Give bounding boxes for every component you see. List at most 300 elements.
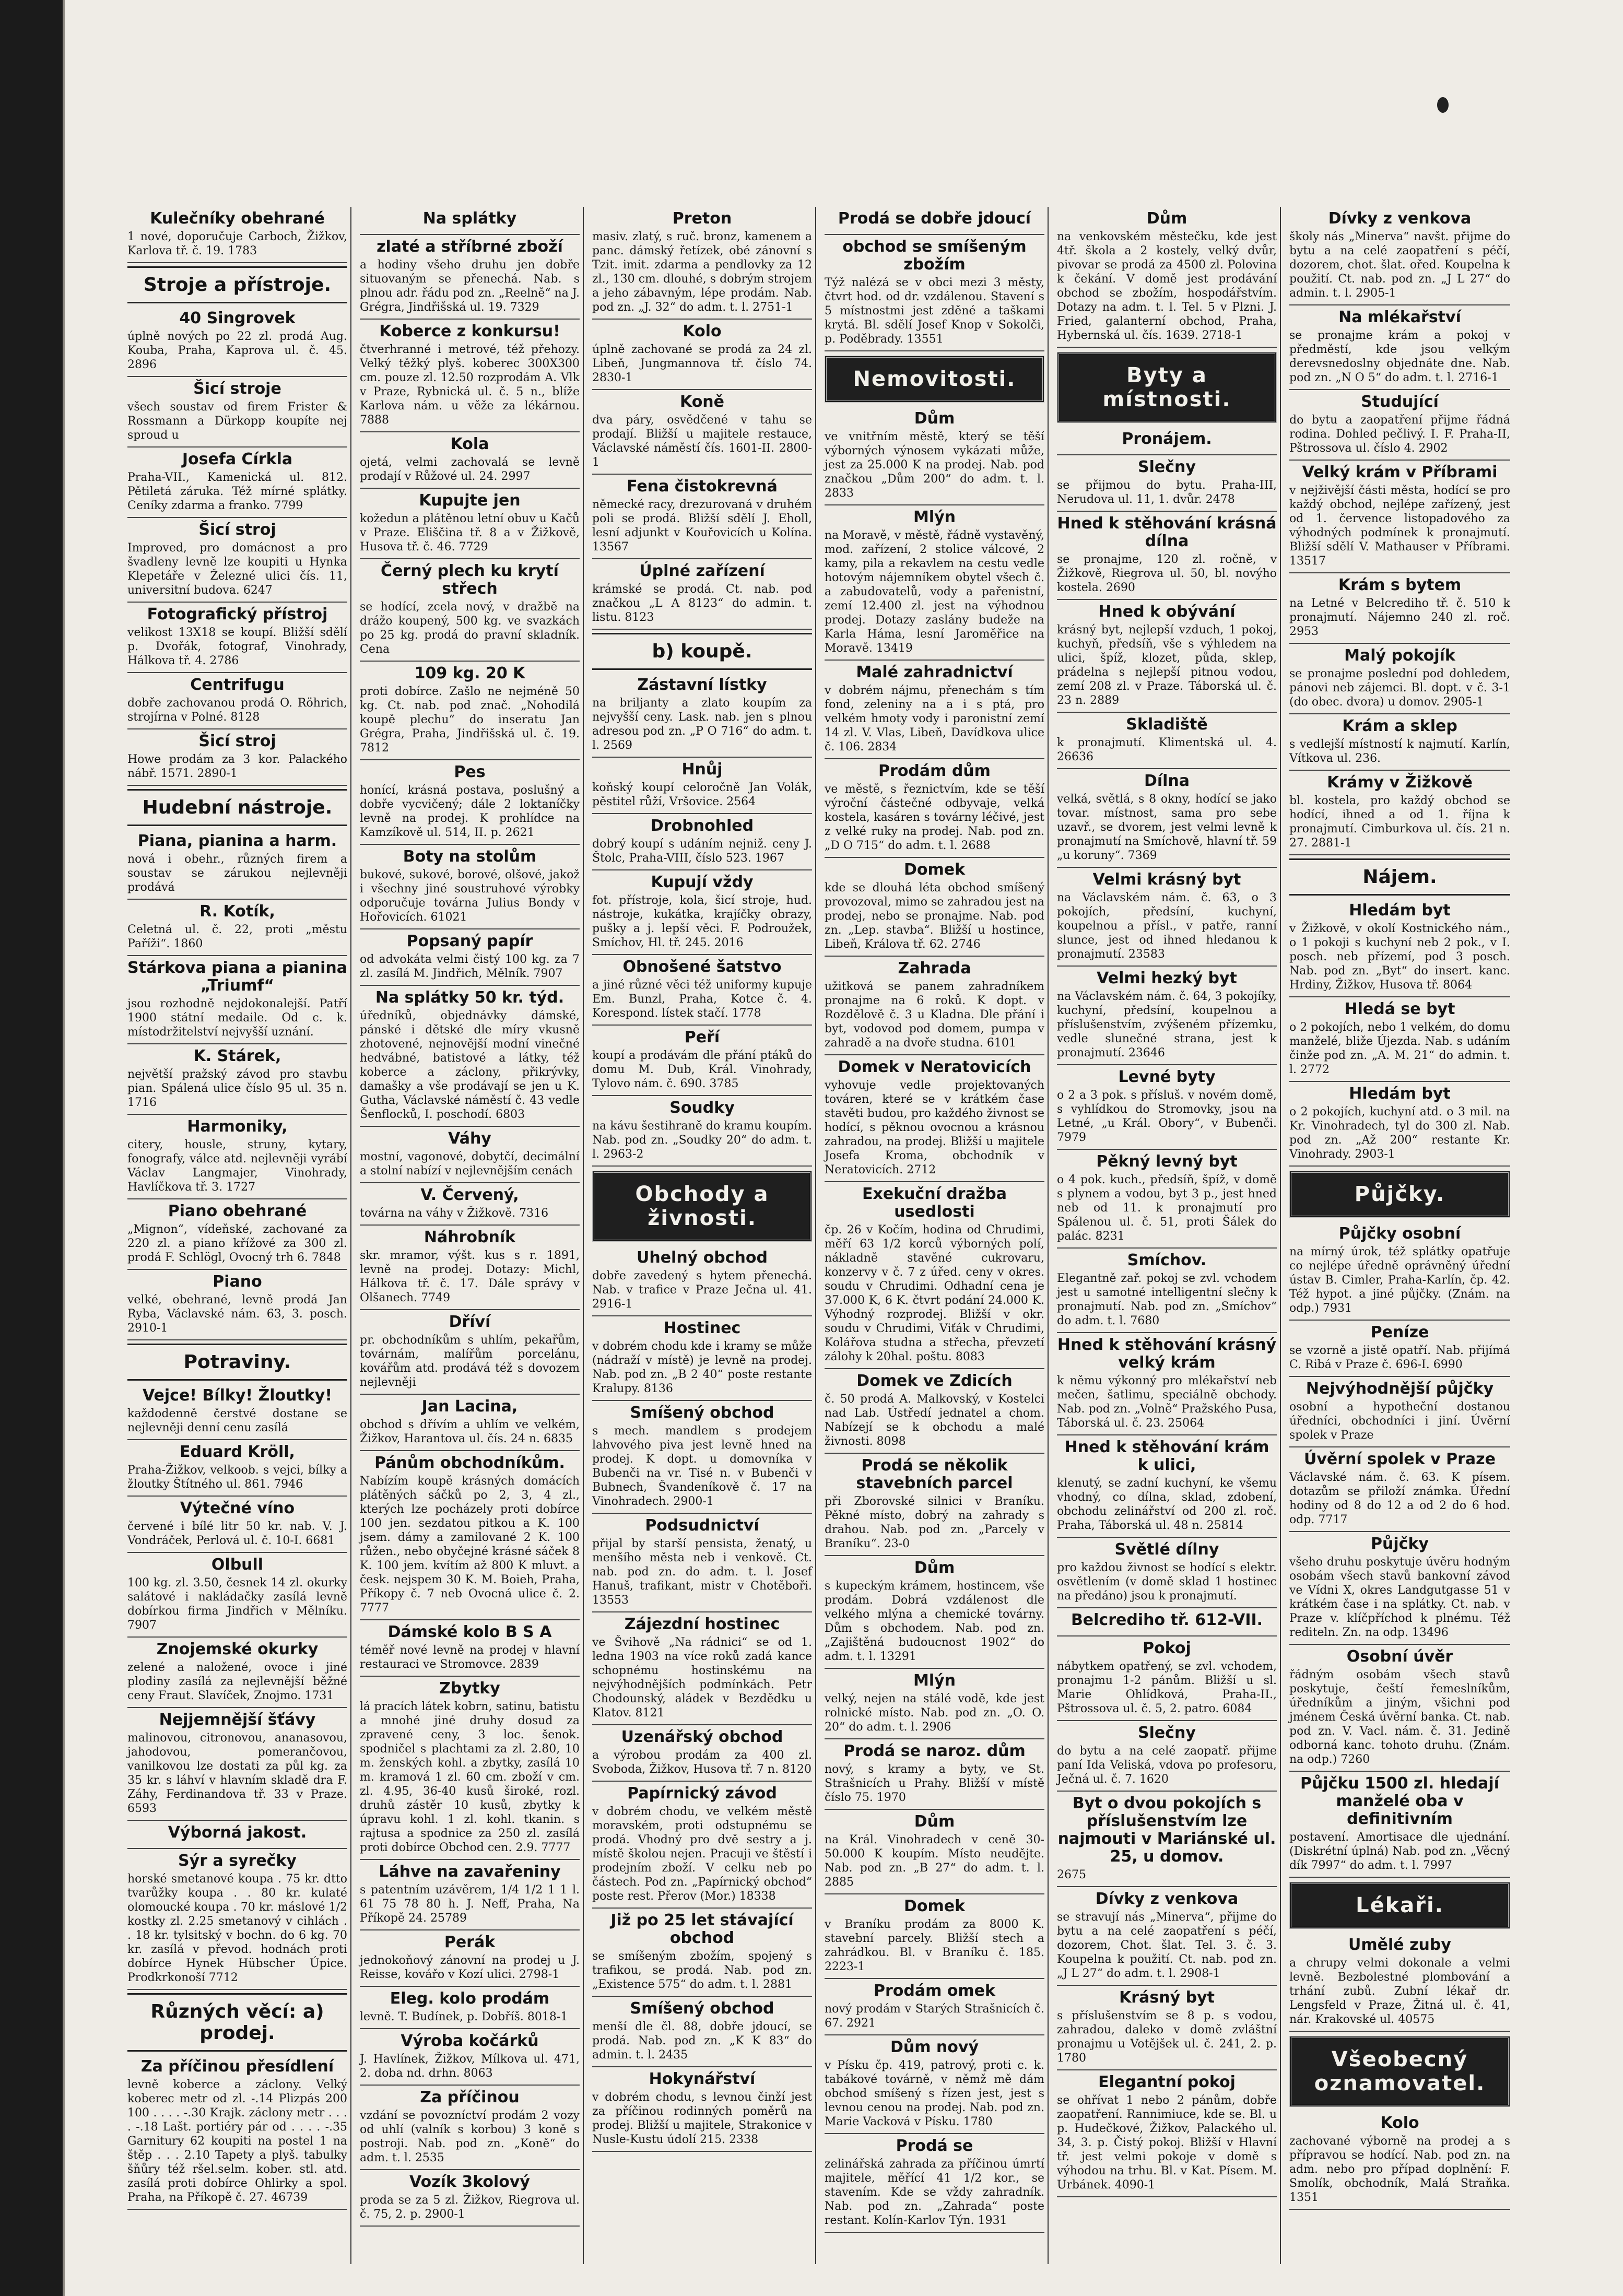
section-heading: Nájem. <box>1289 858 1510 896</box>
ad-headline: Popsaný papír <box>406 932 533 950</box>
classified-ad <box>1057 1636 1277 1721</box>
classified-ad <box>1289 1772 1510 1878</box>
ad-headline: Úvěrní spolek v Praze <box>1304 1450 1496 1468</box>
classified-ad <box>360 1987 580 2029</box>
ad-headline: Skladiště <box>1126 715 1208 734</box>
section-heading: Různých věcí: a) prodej. <box>127 1993 347 2052</box>
ad-body: s kupeckým krámem, hostincem, vše prodám. Dobrá vzdálenost dle velkého mlýna a chemické továrny. Dům s obchodem. Nab. pod zn. „Zajištěná budoucnost 1902“ do adm. t. l. 13291 <box>825 1580 1044 1663</box>
classified-ad <box>592 1514 812 1612</box>
ad-headline: Hned k stěhování krám k ulici, <box>1064 1438 1269 1474</box>
ad-headline: Slečny <box>1138 1724 1196 1742</box>
ad-headline: Světlé dílny <box>1114 1540 1219 1559</box>
ad-body: obchod s dřívím a uhlím ve velkém, Žižkov, Harantova ul. čís. 24 n. 6835 <box>360 1418 580 1445</box>
classified-ad <box>1289 997 1510 1082</box>
ad-headline: Studující <box>1361 393 1439 411</box>
classified-ad <box>360 235 580 320</box>
ad-headline: Hostinec <box>663 1319 741 1337</box>
classified-ad <box>825 1669 1044 1739</box>
ad-body: bl. kostela, pro každý obchod se hodící, ihned a od 1. října k pronajmutí. Cimburkova ul. čís. 21 n. 27. 2881-1 <box>1289 794 1510 850</box>
ad-body: v dobrém nájmu, přenechám s tím fond, zeleniny na a i s ptá, pro velkém hmoty vody i paronistní zemí 14 zl. V. Vlas, Libeň, Davídkova ulice č. 106. 2834 <box>825 684 1044 753</box>
category-banner: Lékaři. <box>1289 1882 1510 1929</box>
classified-ad <box>825 1979 1044 2035</box>
ad-body: na Václavském nám. č. 64, 3 pokojíky, kuchyní, předsíní, koupelnou a příslušenstvím, zvýšeném přízemku, vedle slunečné strana, jest k pronajmutí. 23646 <box>1057 990 1277 1059</box>
ad-body: do bytu a na celé zaopatř. přijme paní Ida Veliská, vdova po profesoru, Ječná ul. č. 7. 1620 <box>1057 1745 1277 1786</box>
column-3 <box>589 207 816 2264</box>
classified-ad <box>127 956 347 1044</box>
ad-headline: Dívky z venkova <box>1328 209 1472 228</box>
ad-headline: Šicí stroj <box>198 732 276 750</box>
classified-ad <box>1289 2111 1510 2210</box>
ad-body: krásný byt, nejlepší vzduch, 1 pokoj, kuchyň, předsíň, vše s výhledem na ulici, špíž, klozet, půda, sklep, prádelna s nejlepší pitnou vodou, zemí 208 zl. v Praze. Táborská ul. č. 23 n. 2889 <box>1057 623 1277 707</box>
ad-headline: Pokoj <box>1143 1639 1191 1657</box>
classified-ad <box>127 1199 347 1270</box>
classified-ad <box>127 729 347 786</box>
ad-headline: Elegantní pokoj <box>1098 2073 1236 2091</box>
ad-headline: 109 kg. 20 K <box>414 664 525 682</box>
ad-body: úplně zachované se prodá za 24 zl. Libeň, Jungmannova tř. číslo 74. 2830-1 <box>592 343 812 384</box>
classified-ad <box>360 1183 580 1226</box>
classified-ad <box>360 559 580 662</box>
classified-ad <box>1289 1933 1510 2032</box>
classified-ad <box>1057 1986 1277 2070</box>
ad-body: úplně nových po 22 zl. prodá Aug. Kouba, Praha, Kaprova ul. č. 45. 2896 <box>127 330 347 371</box>
ad-headline: Nejvýhodnější půjčky <box>1306 1380 1494 1398</box>
ad-body: řádným osobám všech stavů poskytuje, čeští řemeslníkům, úředníkům a jiným, všichni pod jménem Česká úvěrní banka. Ct. nab. pod zn. V. Vacl. nám. č. 31. Jedině odborná kanc. tohoto druhu. (Znám. na odp.) 7260 <box>1289 1668 1510 1766</box>
classified-ad <box>592 1997 812 2067</box>
classified-ad <box>1057 868 1277 967</box>
ad-body: Praha-Žižkov, velkoob. s vejci, bílky a žloutky Štítného ul. 861. 7946 <box>127 1464 347 1491</box>
category-banner: Všeobecný oznamovatel. <box>1289 2036 1510 2107</box>
ad-body: menší dle čl. 88, dobře jdoucí, se prodá. Nab. pod zn. „K K 83“ do admin. t. l. 2435 <box>592 2020 812 2062</box>
ad-body: na venkovském městečku, kde jest 4tř. škola a 2 kostely, velký dvůr, pivovar se prodá za 4500 zl. Polovina k čekání. V domě jest prodávání obchod se zbožím, hospodářstvím. Dotazy na adm. t. l. Tel. 5 v Plzni. J. Fried, galanterní obchod, Praha, Hybernská ul. čís. 1639. 2718-1 <box>1057 230 1277 342</box>
ad-headline: Drobnohled <box>650 817 754 835</box>
ad-body: v dobrém chodu, ve velkém městě moravském, proti odstupnému se prodá. Vhodný pro dvě sestry a j. místě školou nejen. Pracuji ve štěstí i prodejním zboží. V celku neb po částech. Pod zn. „Papírnický obchod“ poste rest. Přerov (Mor.) 18338 <box>592 1805 812 1903</box>
ad-body: Elegantně zař. pokoj se zvl. vchodem jest u samotné intelligentní slečny k pronajmutí. Nab. pod zn. „Smíchov“ do adm. t. l. 7680 <box>1057 1272 1277 1327</box>
classified-ad <box>825 1454 1044 1556</box>
classified-ad <box>360 432 580 489</box>
ad-body: s vedlejší místností k najmutí. Karlín, Vítkova ul. 236. <box>1289 738 1510 765</box>
classified-ad <box>360 845 580 929</box>
ad-body: jednokoňový zánovní na prodej u J. Reisse, kovářo v Kozí ulici. 2798-1 <box>360 1954 580 1981</box>
classified-ad <box>1289 1447 1510 1532</box>
ad-body: J. Havlínek, Žižkov, Mílkova ul. 471, 2. doba nd. drhn. 8063 <box>360 2053 580 2080</box>
classified-ad <box>1289 305 1510 390</box>
ad-body: s mech. mandlem s prodejem lahvového piva jest levně hned na prodej. K dopt. u domovníka v Bubenči na vr. Tisé n. v Bubenči v Bubnech, Švandeníkově č. 17 na Vinohradech. 2900-1 <box>592 1424 812 1508</box>
classified-ad <box>592 870 812 955</box>
classified-ad <box>1057 455 1277 512</box>
classified-ad <box>1057 769 1277 868</box>
ad-headline: Fena čistokrevná <box>627 477 778 496</box>
ad-headline: Na splátky 50 kr. týd. <box>375 988 564 1007</box>
ad-headline: Domek ve Zdicích <box>856 1372 1013 1390</box>
ad-body: nový prodám v Starých Strašnicích č. 67. 2921 <box>825 2003 1044 2030</box>
ad-headline: Kola <box>450 435 489 453</box>
ad-body: lá pracích látek kobrn, satinu, batistu a mnohé jiné druhy dosud za zpravené ceny, 3 loc. šenok. spodničel s plachtami za zl. 2.80, 10 m. ženských kohl. a zbytky, zasílá 10 m. kramová 1 zl. 60 cm. zboží v cm. zl. 4.95, 36-40 kusů široké, rozl. druhů zástěr 10 kusů, zbytky k úpravu kohl. 1 zl. kohl. tkanin. s rajtusa a spodnice za 250 zl. zasílá proti dobírce Obchod cen. 2.9. 7777 <box>360 1700 580 1854</box>
ad-body: velké, obehrané, levně prodá Jan Ryba, Václavské nám. 63, 3. posch. 2910-1 <box>127 1293 347 1335</box>
ad-headline: Zahrada <box>898 959 971 978</box>
classified-ad <box>127 829 347 900</box>
ad-body: na briljanty a zlato koupím za nejvyšší ceny. Lask. nab. jen s plnou adresou pod zn. „P O 716“ do adm. t. l. 2569 <box>592 697 812 752</box>
ad-body: 100 kg. zl. 3.50, česnek 14 zl. okurky salátové i nakládačky zasílá levně dobírkou firma Jindřich v Mělníku. 7907 <box>127 1576 347 1632</box>
ad-headline: Dům <box>914 1559 955 1577</box>
classified-ad <box>127 377 347 448</box>
classified-ad <box>592 673 812 758</box>
ad-headline: Prodá se naroz. dům <box>843 1742 1026 1760</box>
ad-body: levně. T. Budínek, p. Dobříš. 8018-1 <box>360 2010 568 2023</box>
ad-body: od advokáta velmi čistý 100 kg. za 7 zl. zasílá M. Jindřich, Mělník. 7907 <box>360 953 580 980</box>
ad-headline: Šicí stroj <box>198 521 276 539</box>
ad-headline: Úplné zařízení <box>639 562 765 580</box>
ad-headline: Josefa Církla <box>182 450 293 468</box>
ad-headline: Smíšený obchod <box>630 1999 774 2018</box>
ad-body: zachované výborně na prodej a s přípravou se hodící. Nab. pod zn. na adm. nebo pro případ doplnění: F. Smolík, obchodník, Malá Straňka. 1351 <box>1289 2135 1510 2204</box>
classified-ad <box>592 475 812 559</box>
ad-headline: Eduard Kröll, <box>180 1443 295 1461</box>
ad-headline: Náhrobník <box>424 1228 516 1246</box>
ad-headline: Výborná jakost. <box>168 1823 307 1842</box>
classified-ad <box>592 1401 812 1514</box>
classified-ad <box>592 1725 812 1782</box>
ad-body: dobře zavedený s hytem přenechá. Nab. v trafice v Praze Ječna ul. 41. 2916-1 <box>592 1269 812 1311</box>
ad-headline: obchod se smíšeným zbožím <box>842 238 1027 274</box>
ad-headline: Nejjemnější šťávy <box>159 1711 316 1729</box>
classified-ad <box>1057 713 1277 769</box>
ad-body: Celetná ul. č. 22, proti „městu Paříži“. 1860 <box>127 923 347 950</box>
ad-body: se vzorně a jistě opatří. Nab. přijímá C. Ribá v Praze č. 696-I. 6990 <box>1289 1344 1510 1371</box>
classified-ad <box>1057 600 1277 713</box>
classified-ad <box>360 1451 580 1620</box>
classified-ad <box>127 1497 347 1553</box>
classified-ad <box>127 1115 347 1199</box>
ad-body: ve Švihově „Na rádnici“ se od 1. ledna 1903 na více roků zadá kance schopnému hostinskému na nejvýhodnějších podmínkách. Petr Chodounský, aládek v Bezdědku u Klatov. 8121 <box>592 1636 812 1720</box>
classified-ad <box>1057 1065 1277 1150</box>
classified-ad <box>825 1894 1044 1979</box>
ad-body: užitková se panem zahradníkem pronajme na 6 roků. K dopt. v Rozdělově č. 3 u Kladna. Dle přání i byt, vodovod pod domem, pumpa v zahradě a na dvoře studna. 6101 <box>825 980 1044 1050</box>
classified-ad <box>360 1310 580 1395</box>
ad-body: dobrý koupí s udáním nejniž. ceny J. Štolc, Praha-VIII, číslo 523. 1967 <box>592 838 812 865</box>
ad-body: o 2 a 3 pok. s přísluš. v novém domě, s vyhlídkou do Stromovky, jsou na Letné, „u Král. Obory“, v Bubenči. 7979 <box>1057 1089 1277 1144</box>
ad-headline: Krásný byt <box>1119 1988 1215 2007</box>
ad-headline: Hledá se byt <box>1344 1000 1455 1018</box>
ad-body: skr. mramor, výšt. kus s r. 1891, levně na prodej. Dotazy: Michl, Hálkova tř. č. 17. Dále správy v Olšanech. 7749 <box>360 1249 580 1304</box>
ad-body: v dobrém chodu kde i kramy se může (nádraží v místě) je levně na prodej. Nab. pod zn. „B 2 40“ poste restante Kralupy. 8136 <box>592 1340 812 1395</box>
classified-ad <box>825 207 1044 235</box>
classified-ad <box>592 1026 812 1096</box>
ad-body: Václavské nám. č. 63. K písem. dotazům se přiloží známka. Úřední hodiny od 8 do 12 a od 2 do 6 hod. odp. 7717 <box>1289 1471 1510 1526</box>
ad-body: horské smetanové koupa . 75 kr. dtto tvarůžky koupa . . 80 kr. kulaté olomoucké koupa . 70 kr. máslové 1/2 kostky zl. 2.25 smetanový v cihlách . . 18 kr. tylsitský v bochn. do 6 kg. 70 kr. zasílá v převod. hodnách proti dobírce Hynek Hübscher Úpice. Prodkrkonoší 7712 <box>127 1873 347 1984</box>
ad-headline: Umělé zuby <box>1348 1936 1451 1954</box>
ad-body: zelené a naložené, ovoce i jiné plodiny zasílá za nejlevnější běžné ceny Fraut. Slavíček, Znojmo. 1731 <box>127 1661 347 1702</box>
ad-body: proti dobírce. Zašlo ne nejméně 50 kg. Ct. nab. pod znač. „Nohodilá koupě plechu“ do inseratu Jan Grégra, Praha, Jindřišská ul. č. 19. 7812 <box>360 685 580 755</box>
ad-headline: Prodám omek <box>874 1982 995 2000</box>
page-gutter-line <box>63 0 65 2296</box>
classified-ad <box>592 1909 812 1997</box>
ad-headline: Půjčky <box>1371 1535 1429 1553</box>
ad-headline: Malý pokojík <box>1344 646 1455 665</box>
ad-headline: Láhve na zavařeniny <box>379 1863 561 1881</box>
ad-headline: Za příčinou přesídlení <box>140 2057 334 2076</box>
ad-body: červené i bílé litr 50 kr. nab. V. J. Vondráček, Perlová ul. č. 10-I. 6681 <box>127 1520 347 1547</box>
ad-headline: Za příčinou <box>420 2088 520 2106</box>
ad-headline: Piano obehrané <box>168 1202 307 1220</box>
category-banner: Obchody a živnosti. <box>592 1171 812 1242</box>
ad-body: se smíšeným zbožím, spojený s trafikou, se prodá. Nab. pod zn. „Existence 575“ do adm. t. l. 2881 <box>592 1950 812 1991</box>
ad-headline: Sýr a syrečky <box>178 1852 297 1870</box>
ad-headline: Krám s bytem <box>1338 576 1462 594</box>
classified-ad <box>127 448 347 518</box>
ad-headline: K. Stárek, <box>193 1047 281 1065</box>
ad-headline: Smíchov. <box>1127 1251 1207 1269</box>
ad-headline: Pes <box>454 763 486 781</box>
ad-body: v Žižkově, v okolí Kostnického nám., o 1 pokoji s kuchyní neb 2 pok., v I. posch. neb přízemí, pod 3 posch. Nab. pod zn. „Byt“ do insert. kanc. Hrdiny, Žižkov, Husova tř. 8064 <box>1289 922 1510 992</box>
ad-body: do bytu a zaopatření přijme řádná rodina. Dohled pečlivý. I. F. Praha-II, Pštrossova ul. číslo 4. 2902 <box>1289 414 1510 455</box>
ad-headline: Kolo <box>1380 2114 1419 2132</box>
classified-ad <box>360 1620 580 1677</box>
ad-headline: Koberce z konkursu! <box>379 322 560 340</box>
classified-ad <box>127 1270 347 1340</box>
classified-ad <box>1289 1377 1510 1447</box>
classified-ad <box>1057 1887 1277 1986</box>
classified-ad <box>592 1612 812 1725</box>
ad-body: téměř nové levně na prodej v hlavní restauraci ve Stromovce. 2839 <box>360 1644 580 1671</box>
classified-ad <box>825 1810 1044 1894</box>
ad-body: dobře zachovanou prodá O. Röhrich, strojírna v Polné. 8128 <box>127 697 347 724</box>
ad-body: na kávu šestihraně do kramu koupím. Nab. pod zn. „Soudky 20“ do adm. t. l. 2963-2 <box>592 1120 812 1161</box>
category-banner: Půjčky. <box>1289 1171 1510 1218</box>
ad-headline: Papírnický závod <box>627 1784 777 1803</box>
ad-body: pr. obchodníkům s uhlím, pekařům, továrnám, malířům porcelánu, kovářům atd. prodává též s dovozem nejlevněji <box>360 1334 580 1389</box>
classified-ad <box>825 1182 1044 1369</box>
classified-ad <box>127 1440 347 1497</box>
ad-body: velikost 13X18 se koupí. Bližší sdělí p. Dvořák, fotograf, Vinohrady, Hálkova tř. 4. 2786 <box>127 626 347 667</box>
ad-body: nový, s kramy a byty, ve St. Strašnicích u Prahy. Bližší v místě číslo 75. 1970 <box>825 1763 1044 1804</box>
ad-body: levně koberce a záclony. Velký koberec metr od zl. -.14 Plizpás 200 100 . . . . -.30 Krajk. záclony metr . . . . -.18 Lašt. portiéry pár od . . . . -.35 Garnitury 62 koupiti na postel 1 na štěp . . . 2.10 Tapety a plyš. tabulky šňůry též ršel.selm. kober. stl. atd. zasílá proti dobírce Ohlirky a spol. Praha, na Příkopě č. 27. 46739 <box>127 2078 347 2204</box>
ad-headline: Zbytky <box>439 1679 500 1698</box>
classified-ad <box>1057 207 1277 348</box>
ad-headline: Domek <box>903 1897 966 1915</box>
ad-body: při Zborovské silnici v Braníku. Pěkné místo, dobrý na zahrady s drahou. Nab. pod zn. „Parcely v Braníku“. 23-0 <box>825 1495 1044 1550</box>
classified-ad <box>1057 512 1277 600</box>
ad-body: koupí a prodávám dle přání ptáků do domu M. Dub, Král. Vinohrady, Tylovo nám. č. 690. 3785 <box>592 1049 812 1090</box>
ad-headline: Mlýn <box>913 1671 956 1690</box>
ad-headline: Levné byty <box>1118 1068 1216 1086</box>
ad-body: ve městě, s řeznictvím, kde se těší výroční částečné odbyvaje, velká kostela, kasáren s továrny léčivé, jest z velké ruky na prodej. Nab. pod zn. „D O 715“ do adm. t. l. 2688 <box>825 783 1044 852</box>
ad-headline: Koně <box>679 393 725 411</box>
classified-ad <box>825 2035 1044 2134</box>
ad-headline: Velký krám v Příbrami <box>1302 463 1498 481</box>
ad-body: k němu výkonný pro mlékařství neb mečen, šatlimu, speciálně obchody. Nab. pod zn. „Volně“ Pražského Pusa, Táborská ul. č. 23. 25064 <box>1057 1374 1277 1430</box>
classified-ad <box>127 603 347 673</box>
classified-ad <box>1289 899 1510 997</box>
classified-ad <box>1289 1532 1510 1645</box>
ad-headline: R. Kotík, <box>199 902 275 921</box>
classified-ad <box>360 1127 580 1183</box>
ad-body: k pronajmutí. Klimentská ul. 4. 26636 <box>1057 736 1277 763</box>
ad-headline: Eleg. kolo prodám <box>390 1989 550 2008</box>
classified-ad <box>1289 771 1510 855</box>
classified-ad <box>1057 2070 1277 2197</box>
ad-body: krámské se prodá. Ct. nab. pod značkou „L A 8123“ do admin. t. listu. 8123 <box>592 583 812 624</box>
ad-body: na Král. Vinohradech v ceně 30-50.000 K koupím. Místo neudějte. Nab. pod zn. „B 27“ do adm. t. l. 2885 <box>825 1833 1044 1889</box>
ad-headline: Znojemské okurky <box>156 1640 319 1658</box>
classified-ad <box>1057 1249 1277 1333</box>
classified-ad <box>825 957 1044 1055</box>
ad-body: se stravují nás „Minerva“, přijme do bytu a na celé zaopatření s péčí, dozorem, Chot. šlat. Tel. 3. č. 3. Koupelna k použití. Ct. nab. pod zn. „J L 27“ do adm. t. l. 2908-1 <box>1057 1911 1277 1980</box>
classified-ad <box>825 1369 1044 1454</box>
classified-ad <box>1289 714 1510 771</box>
ad-headline: Pěkný levný byt <box>1096 1152 1238 1171</box>
ad-headline: Uhelný obchod <box>636 1249 768 1267</box>
classified-ad <box>127 1384 347 1440</box>
ad-headline: Dům <box>914 1812 955 1831</box>
classified-ad <box>360 1226 580 1310</box>
ad-headline: Dům <box>914 409 955 428</box>
ad-body: školy nás „Minerva“ navšt. přijme do bytu a na celé zaopatření s péčí, dozorem, chot. šlat. ořed. Koupelna k použití. Ct. nab. pod zn. „J L 27“ do admin. t. l. 2905-1 <box>1289 230 1510 300</box>
column-4 <box>821 207 1049 2264</box>
classified-ad <box>1057 1608 1277 1636</box>
ink-dot <box>1437 97 1449 113</box>
column-1 <box>124 207 351 2264</box>
ad-body: na Václavském nám. č. 63, o 3 pokojích, předsíní, kuchyní, koupelnou a přísl., v patře, ranní slunce, jest od ihned hledanou k pronajmutí. 23583 <box>1057 891 1277 961</box>
ad-body: nová i obehr., různých firem a soustav se zárukou nejlevněji prodává <box>127 853 347 894</box>
ad-body: proda se za 5 zl. Žižkov, Riegrova ul. č. 75, 2. p. 2900-1 <box>360 2194 580 2221</box>
classified-ad <box>127 1849 347 1990</box>
ad-body: se přijmou do bytu. Praha-III, Nerudova ul. 11, 1. dvůr. 2478 <box>1057 479 1277 506</box>
ad-body: Improved, pro domácnost a pro švadleny levně lze koupiti u Hynka Klepetáře v Železné ulici čís. 11, universitní budova. 6247 <box>127 541 347 597</box>
ad-body: německé racy, drezurovaná v druhém poli se prodá. Bližší sdělí J. Eholl, lesní adjunkt v Kouřovicích u Kolína. 13567 <box>592 498 812 554</box>
classified-ads-page <box>124 207 1513 2264</box>
classified-ad <box>592 559 812 630</box>
classified-ad <box>592 2067 812 2152</box>
ad-body: vyhovuje vedle projektovaných továren, které se v krátkém čase stavěti budou, pro každého živnost se hodící, s pěknou ovocnou a krásnou zahradou, na prodej. Bližší u majitele Josefa Kroma, obchodník v Neratovicích. 2712 <box>825 1079 1044 1176</box>
ad-body: pro každou živnost se hodící s elektr. osvětlením (v domě sklad 1 hostinec na předáno) jsou k pronajmutí. <box>1057 1561 1277 1603</box>
classified-ad <box>1289 1645 1510 1772</box>
classified-ad <box>592 955 812 1026</box>
classified-ad <box>360 489 580 559</box>
ad-headline: V. Červený, <box>420 1186 519 1204</box>
ad-body: 2675 <box>1057 1868 1086 1881</box>
ad-body: všech soustav od firem Frister & Rossmann a Dürkopp koupíte nej sproud u <box>127 401 347 442</box>
ad-headline: Prodá se <box>896 2137 973 2155</box>
classified-ad <box>1057 1721 1277 1792</box>
classified-ad <box>825 1055 1044 1182</box>
classified-ad <box>1289 390 1510 461</box>
ad-body: v dobrém chodu, s levnou činží jest za příčinou rodinných poměrů na prodej. Bližší u majitele, Strakonice v Nusle-Kustu údolí 215. 2338 <box>592 2091 812 2146</box>
ad-headline: Zástavní lístky <box>637 676 767 694</box>
ad-headline: Mlýn <box>913 508 956 526</box>
ad-body: se pronajme krám a pokoj v předměstí, kde jsou velkým derevsnedoslny objednáte dne. Nab. pod zn. „N O 5“ do adm. t. l. 2716-1 <box>1289 329 1510 384</box>
ad-body: zelinářská zahrada za příčinou úmrtí majitele, měřící 41 1/2 kor., se stavením. Kde se vždy zahradník. Nab. pod zn. „Zahrada“ poste restant. Kolín-Karlov Týn. 1931 <box>825 2158 1044 2227</box>
column-2 <box>357 207 584 2264</box>
ad-body: o 4 pok. kuch., předsíň, špíž, v domě s plynem a vodou, byt 3 p., jest hned neb od 11. k pronajmutí pro Spálenou ul. č. 51, proti Šálek do palác. 8231 <box>1057 1173 1277 1243</box>
classified-ad <box>360 760 580 845</box>
ad-body: všeho druhu poskytuje úvěru hodným osobám všech stavů bankovní závod ve Vídni X, okres Landgutgasse 51 v krátkém čase i na splátky. Ct. nab. v Praze v. klíčpříchod k plnému. Též rediteln. Zn. na odp. 13496 <box>1289 1556 1510 1639</box>
classified-ad <box>825 235 1044 351</box>
ad-headline: Velmi hezký byt <box>1097 969 1237 987</box>
ad-headline: Hokynářství <box>649 2070 756 2088</box>
ad-body: v nejživější části města, hodící se pro každý obchod, nejlépe zařízený, jest od 1. července listopadového za výhodných podmínek k pronajmutí. Bližší sdělí V. Mathauser v Příbrami. 13517 <box>1289 484 1510 568</box>
ad-headline: Uzenářský obchod <box>621 1728 783 1746</box>
section-heading: Potraviny. <box>127 1344 347 1381</box>
ad-body: a jiné různé věci též uniformy kupuje Em. Bunzl, Praha, Kotce č. 4. Korespond. lístek stačí. 1778 <box>592 979 812 1020</box>
ad-body: postavení. Amortisace dle ujednání. (Diskrétní úplná) Nab. pod zn. „Věcný dík 7997“ do adm. t. l. 7997 <box>1289 1831 1510 1872</box>
classified-ad <box>825 407 1044 505</box>
ad-headline: Váhy <box>448 1129 491 1148</box>
classified-ad <box>1057 1538 1277 1608</box>
ad-body: a hodiny všeho druhu jen dobře situovaným se přenechá. Nab. s plnou adr. řádu pod zn. „Reelně“ na J. Grégra, Jindřišská ul. 19. 7329 <box>360 258 580 314</box>
ad-headline: Hned k stěhování krásná dílna <box>1057 514 1277 550</box>
ad-headline: Již po 25 let stávající obchod <box>610 1911 794 1947</box>
ad-body: a chrupy velmi dokonale a velmi levně. Bezbolestné plombování a trhání zubů. Zubní lékař dr. Lengsfeld v Praze, Žitná ul. č. 41, nár. Krakovské ul. 40575 <box>1289 1957 1510 2026</box>
ad-headline: Kulečníky obehrané <box>150 209 325 228</box>
ad-body: Howe prodám za 3 kor. Palackého nábř. 1571. 2890-1 <box>127 753 347 780</box>
classified-ad <box>592 390 812 475</box>
ad-headline: Preton <box>672 209 732 228</box>
ad-headline: Piano <box>213 1273 262 1291</box>
ad-headline: Exekuční dražba usedlosti <box>862 1185 1007 1221</box>
classified-ad <box>360 2170 580 2227</box>
classified-ad <box>592 1316 812 1401</box>
ad-headline: Domek <box>903 861 966 879</box>
ad-headline: Hnůj <box>681 760 723 779</box>
classified-ad <box>127 1708 347 1821</box>
ad-body: fot. přístroje, kola, šicí stroje, hud. nástroje, kukátka, krajíčky obrazy, pušky a j. lepší věci. F. Podroužek, Smíchov, Hl. tř. 245. 2016 <box>592 894 812 949</box>
ad-body: a výrobou prodám za 400 zl. Svoboda, Žižkov, Husova tř. 7 n. 8120 <box>592 1749 812 1776</box>
column-6 <box>1286 207 1513 2264</box>
ad-body: citery, housle, struny, kytary, fonografy, válce atd. nejlevněji vyrábí Václav Langmajer, Vinohrady, Havlíčkova tř. 3. 1727 <box>127 1138 347 1194</box>
category-banner: Nemovitosti. <box>825 356 1044 403</box>
classified-ad <box>360 2086 580 2170</box>
ad-body: čp. 26 v Kočím, hodina od Chrudimi, měří 63 1/2 korců výborných polí, nákladně stavěné cukrovaru, konzervy v č. 7 z úřed. ceny v okres. soudu v Chrudimi. Odhadní cena je 37.000 K, 6 K. čtvrt podání 24.000 K. Výhodný rozprodej. Bližší v okr. soudu v Chrudimi, Viťák v Chrudimi, Kolářova studna a střecha, převzetí zálohy k 20hal. poštu. 8083 <box>825 1223 1044 1363</box>
classified-ad <box>1289 1321 1510 1377</box>
classified-ad <box>592 1096 812 1167</box>
ad-headline: Dům <box>1146 209 1187 228</box>
ad-headline: Dílna <box>1144 772 1190 790</box>
classified-ad <box>127 2055 347 2210</box>
ad-headline: Obnošené šatstvo <box>622 958 782 976</box>
classified-ad <box>592 320 812 390</box>
ad-headline: Krám a sklep <box>1342 717 1457 735</box>
ad-headline: Hledám byt <box>1349 1085 1451 1103</box>
classified-ad <box>825 759 1044 858</box>
ad-body: klenutý, se zadní kuchyní, ke všemu vhodný, co dílna, sklad, zdobení, obchodu zelinářství od 200 zl. roč. Praha, Táborská ul. 48 n. 25814 <box>1057 1477 1277 1532</box>
ad-body: koňský koupí celoročně Jan Volák, pěstitel růží, Vršovice. 2564 <box>592 781 812 808</box>
ad-headline: Hned k stěhování krásný velký krám <box>1057 1336 1277 1372</box>
ad-headline: Centrifugu <box>190 676 285 694</box>
ad-headline: Krámy v Žižkově <box>1327 773 1473 792</box>
ad-body: ve vnitřním městě, který se těší výborných výnosem vykázati může, jest za 25.000 K na prodej. Nab. pod značkou „Dům 200“ do adm. t. l. 2833 <box>825 430 1044 500</box>
classified-ad <box>592 758 812 814</box>
ad-body: se pronajme poslední pod dohledem, pánovi neb zájemci. Bl. dopt. v č. 3-1 (do obec. dvora) u domov. 2905-1 <box>1289 667 1510 709</box>
ad-body: v Písku čp. 419, patrový, proti c. k. tabákové továrně, v němž mě dám obchod smíšený s řízen jest, jest s levnou cenou na prodej. Nab. pod zn. Marie Vacková v Písku. 1780 <box>825 2059 1044 2128</box>
ad-body: s příslušenstvím se 8 p. s vodou, zahradou, daleko v domě zvláštní pronajmu u Votějšek ul. č. 241, 2. p. 1780 <box>1057 2009 1277 2065</box>
classified-ad <box>1289 1222 1510 1321</box>
section-heading: b) koupě. <box>592 633 812 670</box>
scanned-page-margin <box>0 0 63 2296</box>
ad-headline: Domek v Neratovicích <box>838 1058 1031 1076</box>
ad-headline: Osobní úvěr <box>1346 1647 1453 1666</box>
ad-body: vzdání se povozníctví prodám 2 vozy od uhlí (valník s korbou) 3 koně s postroji. Nab. pod zn. „Koně“ do adm. t. l. 2535 <box>360 2109 580 2164</box>
ad-body: jsou rozhodně nejdokonalejší. Patří 1900 státní medaile. Od c. k. místodržitelství nejvyšší uznání. <box>127 997 347 1039</box>
ad-body: na Letné v Belcrediho tř. č. 510 k pronajmutí. Nájemno 240 zl. roč. 2953 <box>1289 597 1510 638</box>
classified-ad <box>1289 1082 1510 1167</box>
ad-headline: Smíšený obchod <box>630 1404 774 1422</box>
ad-body: o 2 pokojích, kuchyní atd. o 3 mil. na Kr. Vinohradech, tyl do 300 zl. Nab. pod zn. „Až 200“ restante Kr. Vinohrady. 2903-1 <box>1289 1105 1510 1161</box>
ad-headline: Půjčku 1500 zl. hledají manželé oba v definitivním <box>1300 1774 1499 1828</box>
ad-body: Praha-VII., Kamenická ul. 812. Pětiletá záruka. Též mírné splátky. Ceníky zdarma a franko. 7799 <box>127 471 347 512</box>
classified-ad <box>127 518 347 603</box>
ad-headline: Prodá se dobře jdoucí <box>838 209 1031 228</box>
